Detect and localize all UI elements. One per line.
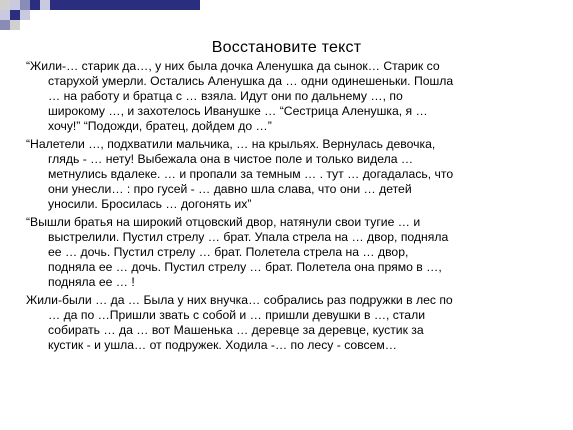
text-line: ее … дочь. Пустил стрелу … брат. Полетела стрела на … двор,	[48, 245, 409, 259]
slide-title: Восстановите текст	[211, 39, 362, 56]
decor-square	[40, 0, 50, 10]
slide-body	[26, 59, 562, 356]
text-line: хочу!” “Подожди, братец, дойдем до …”	[48, 119, 272, 133]
text-line: “Вышли братья на широкий отцовский двор, натянули свои тугие … и	[26, 215, 421, 229]
decor-square	[10, 20, 20, 30]
text-line: уносили. Бросилась … догонять их”	[48, 197, 252, 211]
decor-square	[0, 20, 10, 30]
text-line: подняла ее … !	[48, 275, 135, 289]
decor-square	[0, 10, 10, 20]
paragraph	[26, 59, 562, 134]
text-line: … да по …Пришли звать с собой и … пришли девушки в …, стали	[48, 308, 426, 322]
decor-square	[0, 0, 10, 10]
text-line: глядь - … нету! Выбежала она в чистое поле и только видела …	[48, 152, 414, 166]
text-line: кустик - и ушла… от подружек. Ходила -… по лесу - совсем…	[48, 338, 397, 352]
text-line: “Жили-… старик да…, у них была дочка Аленушка да сынок… Старик со	[26, 59, 440, 73]
text-line: Жили-были … да … Была у них внучка… собрались раз подружки в лес по	[26, 293, 453, 307]
text-line: широкому …, и захотелось Иванушке … “Сестрица Аленушка, я …	[48, 104, 428, 118]
text-line: метнулись вдалеке. … и пропали за темным … . тут … догадалась, что	[48, 167, 454, 181]
text-line: они унесли… : про гусей - … давно шла слава, что они … детей	[48, 182, 412, 196]
text-line: … на работу и братца с … взяла. Идут они по дальнему …, по	[48, 89, 403, 103]
text-line: выстрелили. Пустил стрелу … брат. Упала стрела на … двор, подняла	[48, 230, 449, 244]
text-line: старухой умерли. Остались Аленушка да … одни одинешеньки. Пошла	[48, 74, 454, 88]
decor-bar	[50, 0, 200, 10]
text-line: “Налетели …, подхватили мальчика, … на крыльях. Вернулась девочка,	[26, 137, 436, 151]
decor-square	[30, 0, 40, 10]
decor-square	[20, 0, 30, 10]
decor-square	[10, 0, 20, 10]
text-line: подняла ее … дочь. Пустил стрелу … брат. Полетела она прямо в …,	[48, 260, 442, 274]
paragraph	[26, 137, 562, 212]
decor-square	[10, 10, 20, 20]
decor-square	[20, 10, 30, 20]
paragraph	[26, 293, 562, 353]
text-line: собирать … да … вот Машенька … деревце за деревце, кустик за	[48, 323, 424, 337]
paragraph	[26, 215, 562, 290]
corner-decoration	[0, 0, 200, 30]
